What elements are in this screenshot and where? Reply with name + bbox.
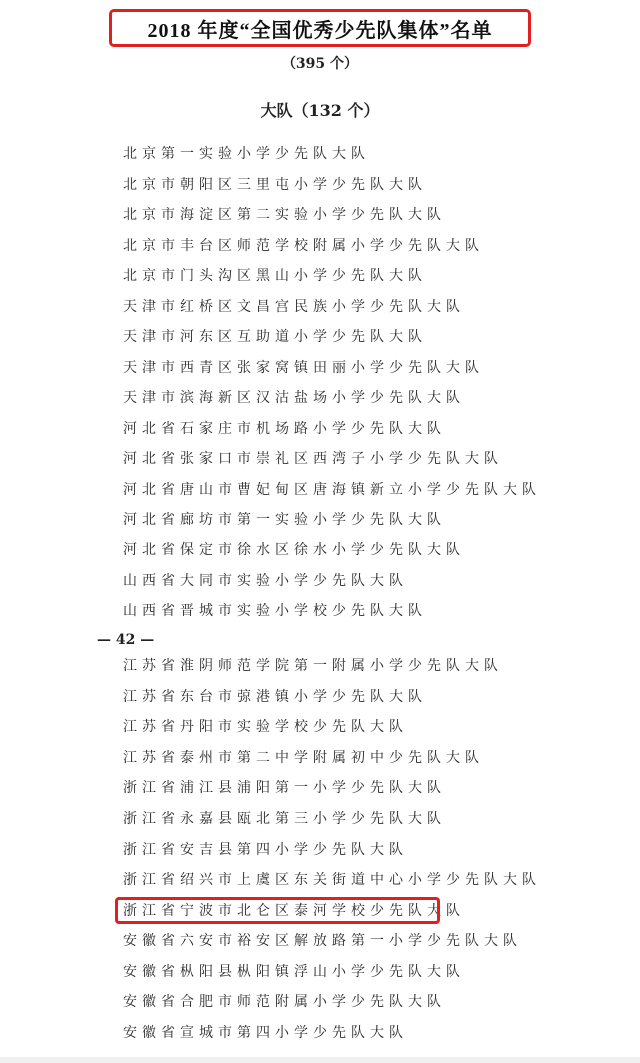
list-item: 江苏省东台市弶港镇小学少先队大队: [123, 689, 427, 705]
list-item: 河北省石家庄市机场路小学少先队大队: [123, 421, 446, 437]
list-item: 北京市海淀区第二实验小学少先队大队: [123, 207, 446, 223]
list-item: 天津市河东区互助道小学少先队大队: [123, 329, 427, 345]
list-item: 安徽省宣城市第四小学少先队大队: [123, 1025, 408, 1041]
total-count: （395 个）: [281, 56, 359, 72]
page-number: — 42 —: [97, 632, 155, 648]
list-item: 天津市西青区张家窝镇田丽小学少先队大队: [123, 360, 484, 376]
highlight-box: [115, 897, 440, 924]
list-item: 安徽省六安市裕安区解放路第一小学少先队大队: [123, 933, 522, 949]
list-item: 安徽省合肥市师范附属小学少先队大队: [123, 994, 446, 1010]
list-item: 北京市门头沟区黑山小学少先队大队: [123, 268, 427, 284]
list-item: 江苏省淮阴师范学院第一附属小学少先队大队: [123, 658, 503, 674]
list-item: 安徽省枞阳县枞阳镇浮山小学少先队大队: [123, 964, 465, 980]
list-item: 天津市红桥区文昌宫民族小学少先队大队: [123, 299, 465, 315]
list-item: 天津市滨海新区汉沽盐场小学少先队大队: [123, 390, 465, 406]
list-item: 江苏省泰州市第二中学附属初中少先队大队: [123, 750, 484, 766]
list-item: 北京第一实验小学少先队大队: [123, 146, 370, 162]
section-heading: 大队（132 个）: [260, 101, 380, 120]
list-item: 浙江省永嘉县瓯北第三小学少先队大队: [123, 811, 446, 827]
list-item: 河北省廊坊市第一实验小学少先队大队: [123, 512, 446, 528]
highlighted-list-item: 浙江省宁波市北仑区泰河学校少先队大队: [123, 903, 465, 919]
page-title-box: [109, 9, 531, 47]
list-item: 山西省晋城市实验小学校少先队大队: [123, 603, 427, 619]
list-item: 浙江省浦江县浦阳第一小学少先队大队: [123, 780, 446, 796]
list-item: 河北省唐山市曹妃甸区唐海镇新立小学少先队大队: [123, 482, 541, 498]
list-item: 浙江省绍兴市上虞区东关街道中心小学少先队大队: [123, 872, 541, 888]
list-item: 河北省保定市徐水区徐水小学少先队大队: [123, 542, 465, 558]
list-item: 山西省大同市实验小学少先队大队: [123, 573, 408, 589]
list-item: 北京市丰台区师范学校附属小学少先队大队: [123, 238, 484, 254]
list-item: 江苏省丹阳市实验学校少先队大队: [123, 719, 408, 735]
list-item: 浙江省安吉县第四小学少先队大队: [123, 842, 408, 858]
list-item: 北京市朝阳区三里屯小学少先队大队: [123, 177, 427, 193]
page-title: 2018 年度“全国优秀少先队集体”名单: [147, 19, 493, 42]
bottom-band: [0, 1057, 640, 1063]
list-item: 河北省张家口市崇礼区西湾子小学少先队大队: [123, 451, 503, 467]
